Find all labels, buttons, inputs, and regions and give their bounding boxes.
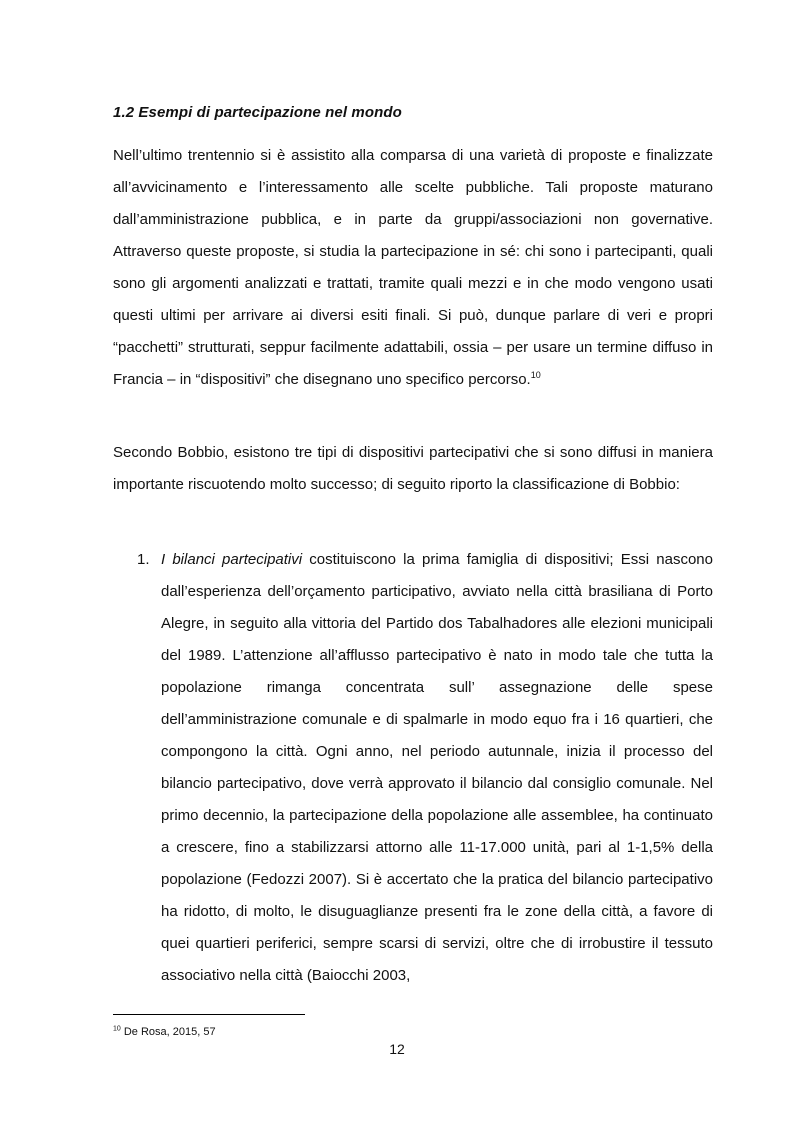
- page-number: 12: [389, 1041, 405, 1057]
- list-item-number: 1.: [137, 551, 150, 568]
- list-item-term: I bilanci partecipativi: [161, 551, 303, 568]
- list-item-text: costituiscono la prima famiglia di dispositivi; Essi nascono dall’esperienza dell’orçamento participativo, avviato nella città brasiliana di Porto Alegre, in seguito alla vittoria del Partido dos Tabalhadores alle elezioni municipali del 1989. L’attenzione all’afflusso partecipativo è nato in modo tale che tutta la popolazione rimanga concentrata sull’ assegnazione delle spese dell’amministrazione comunale e di spalmarle in modo equo fra i 16 quartieri, che compongono la città. Ogni anno, nel periodo autunnale, inizia il processo del bilancio partecipativo, dove verrà approvato il bilancio dal consiglio comunale. Nel primo decennio, la partecipazione della popolazione alle assemblee, ha continuato a crescere, fino a stabilizzarsi attorno alle 11-17.000 unità, pari al 1-1,5% della popolazione (Fedozzi 2007). Si è accertato che la pratica del bilancio partecipativo ha ridotto, di molto, le disuguaglianze presenti fra le zone della città, a favore di quei quartieri periferici, sempre scarsi di servizi, oltre che di irrobustire il tessuto associativo nella città (Baiocchi 2003,: [161, 551, 713, 984]
- paragraph-intro-text: Nell’ultimo trentennio si è assistito alla comparsa di una varietà di proposte e finalizzate all’avvicinamento e l’interessamento alle scelte pubbliche. Tali proposte maturano dall’amministrazione pubblica, e in parte da gruppi/associazioni non governative. Attraverso queste proposte, si studia la partecipazione in sé: chi sono i partecipanti, quali sono gli argomenti analizzati e trattati, tramite quali mezzi e in che modo vengono usati questi ultimi per arrivare ai diversi esiti finali. Si può, dunque parlare di veri e propri “pacchetti” strutturati, seppur facilmente adattabili, ossia – per usare un termine diffuso in Francia – in “dispositivi” che disegnano uno specifico percorso.: [113, 147, 713, 388]
- list-item: [113, 544, 713, 992]
- paragraph-bobbio: Secondo Bobbio, esistono tre tipi di dispositivi partecipativi che si sono diffusi in maniera importante riscuotendo molto successo; di seguito riporto la classificazione di Bobbio:: [113, 444, 713, 493]
- footnote: [113, 1026, 216, 1038]
- classification-list: [113, 544, 713, 992]
- section-heading: 1.2 Esempi di partecipazione nel mondo: [113, 104, 402, 121]
- footnote-text: De Rosa, 2015, 57: [120, 1026, 216, 1038]
- footnote-reference[interactable]: 10: [530, 370, 541, 380]
- footnote-separator: [113, 1014, 305, 1015]
- paragraph-intro: [113, 140, 713, 396]
- footnote-number: 10: [113, 1025, 121, 1033]
